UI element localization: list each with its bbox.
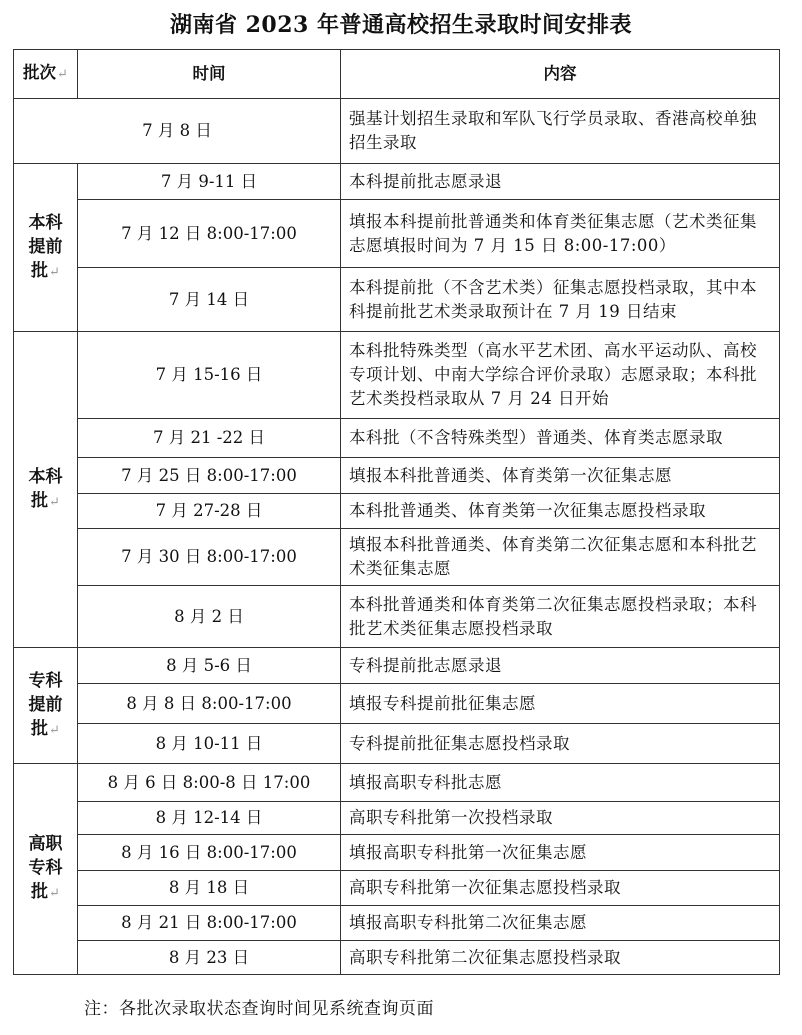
content-cell: 填报高职专科批志愿 — [341, 764, 780, 802]
batch-label-line: 提前 — [28, 236, 63, 257]
time-cell: 8 月 6 日 8:00-8 日 17:00 — [78, 764, 341, 802]
header-content: 内容 — [341, 50, 780, 99]
table-row — [14, 99, 780, 164]
time-cell: 8 月 18 日 — [78, 871, 341, 906]
table-row — [14, 871, 780, 906]
table-row — [14, 835, 780, 871]
time-cell: 8 月 23 日 — [78, 941, 341, 975]
time-cell: 8 月 2 日 — [78, 586, 341, 648]
table-row — [14, 906, 780, 941]
batch-label-line: 批 — [31, 882, 49, 902]
content-cell: 本科批普通类、体育类第一次征集志愿投档录取 — [341, 494, 780, 529]
paragraph-mark: ↵ — [49, 722, 60, 738]
content-cell: 专科提前批征集志愿投档录取 — [341, 724, 780, 764]
table-row — [14, 586, 780, 648]
content-cell: 专科提前批志愿录退 — [341, 648, 780, 684]
paragraph-mark: ↵ — [57, 67, 68, 82]
time-cell: 7 月 25 日 8:00-17:00 — [78, 458, 341, 494]
header-batch-label: 批次 — [23, 63, 57, 82]
time-cell: 7 月 12 日 8:00-17:00 — [78, 200, 341, 268]
time-cell: 7 月 9-11 日 — [78, 164, 341, 200]
table-row — [14, 724, 780, 764]
time-cell: 8 月 10-11 日 — [78, 724, 341, 764]
table-row — [14, 764, 780, 802]
paragraph-mark: ↵ — [49, 264, 60, 280]
content-cell: 强基计划招生录取和军队飞行学员录取、香港高校单独招生录取 — [341, 99, 780, 164]
content-cell: 填报高职专科批第一次征集志愿 — [341, 835, 780, 871]
table-row — [14, 941, 780, 975]
table-row — [14, 164, 780, 200]
content-cell: 本科批特殊类型（高水平艺术团、高水平运动队、高校专项计划、中南大学综合评价录取）志愿录取；本科批艺术类投档录取从 7 月 24 日开始 — [341, 332, 780, 419]
paragraph-mark: ↵ — [49, 886, 60, 901]
batch-label-line: 提前 — [28, 694, 63, 715]
batch-label-line: 批 — [31, 490, 49, 511]
table-row — [14, 529, 780, 586]
table-row — [14, 458, 780, 494]
table-row — [14, 268, 780, 332]
batch-label-line: 批 — [31, 718, 49, 739]
content-cell: 本科批（不含特殊类型）普通类、体育类志愿录取 — [341, 419, 780, 458]
batch-label-line: 高职 — [28, 834, 63, 854]
batch-label-line: 批 — [31, 260, 49, 281]
batch-cell-undergrad-early — [14, 164, 78, 332]
schedule-table — [13, 49, 780, 975]
batch-cell-vocational — [14, 764, 78, 975]
time-cell: 7 月 8 日 — [14, 99, 341, 164]
paragraph-mark: ↵ — [49, 494, 60, 510]
content-cell: 本科批普通类和体育类第二次征集志愿投档录取；本科批艺术类征集志愿投档录取 — [341, 586, 780, 648]
time-cell: 7 月 14 日 — [78, 268, 341, 332]
footnote: 注：各批次录取状态查询时间见系统查询页面 — [84, 999, 434, 1019]
batch-cell-undergrad — [14, 332, 78, 648]
batch-label-line: 专科 — [28, 858, 63, 878]
page-title: 湖南省 2023 年普通高校招生录取时间安排表 — [169, 12, 633, 38]
content-cell: 填报本科提前批普通类和体育类征集志愿（艺术类征集志愿填报时间为 7 月 15 日 8:00-17:00） — [341, 200, 780, 268]
header-time: 时间 — [78, 50, 341, 99]
time-cell: 7 月 15-16 日 — [78, 332, 341, 419]
content-cell: 高职专科批第一次投档录取 — [341, 802, 780, 835]
time-cell: 8 月 16 日 8:00-17:00 — [78, 835, 341, 871]
time-cell: 8 月 5-6 日 — [78, 648, 341, 684]
table-row — [14, 332, 780, 419]
header-row — [14, 50, 780, 99]
time-cell: 8 月 21 日 8:00-17:00 — [78, 906, 341, 941]
batch-label-line: 专科 — [28, 670, 63, 691]
content-cell: 填报本科批普通类、体育类第二次征集志愿和本科批艺术类征集志愿 — [341, 529, 780, 586]
table-row — [14, 419, 780, 458]
batch-cell-college-early — [14, 648, 78, 764]
time-cell: 7 月 27-28 日 — [78, 494, 341, 529]
time-cell: 7 月 30 日 8:00-17:00 — [78, 529, 341, 586]
table-row — [14, 200, 780, 268]
content-cell: 填报专科提前批征集志愿 — [341, 684, 780, 724]
batch-label-line: 本科 — [28, 212, 63, 233]
table-row — [14, 648, 780, 684]
table-row — [14, 684, 780, 724]
content-cell: 高职专科批第一次征集志愿投档录取 — [341, 871, 780, 906]
content-cell: 填报本科批普通类、体育类第一次征集志愿 — [341, 458, 780, 494]
table-row — [14, 802, 780, 835]
content-cell: 本科提前批（不含艺术类）征集志愿投档录取，其中本科提前批艺术类录取预计在 7 月 19 日结束 — [341, 268, 780, 332]
content-cell: 本科提前批志愿录退 — [341, 164, 780, 200]
header-batch — [14, 50, 78, 99]
time-cell: 7 月 21 -22 日 — [78, 419, 341, 458]
time-cell: 8 月 12-14 日 — [78, 802, 341, 835]
table-row — [14, 494, 780, 529]
content-cell: 高职专科批第二次征集志愿投档录取 — [341, 941, 780, 975]
content-cell: 填报高职专科批第二次征集志愿 — [341, 906, 780, 941]
time-cell: 8 月 8 日 8:00-17:00 — [78, 684, 341, 724]
batch-label-line: 本科 — [28, 466, 63, 487]
